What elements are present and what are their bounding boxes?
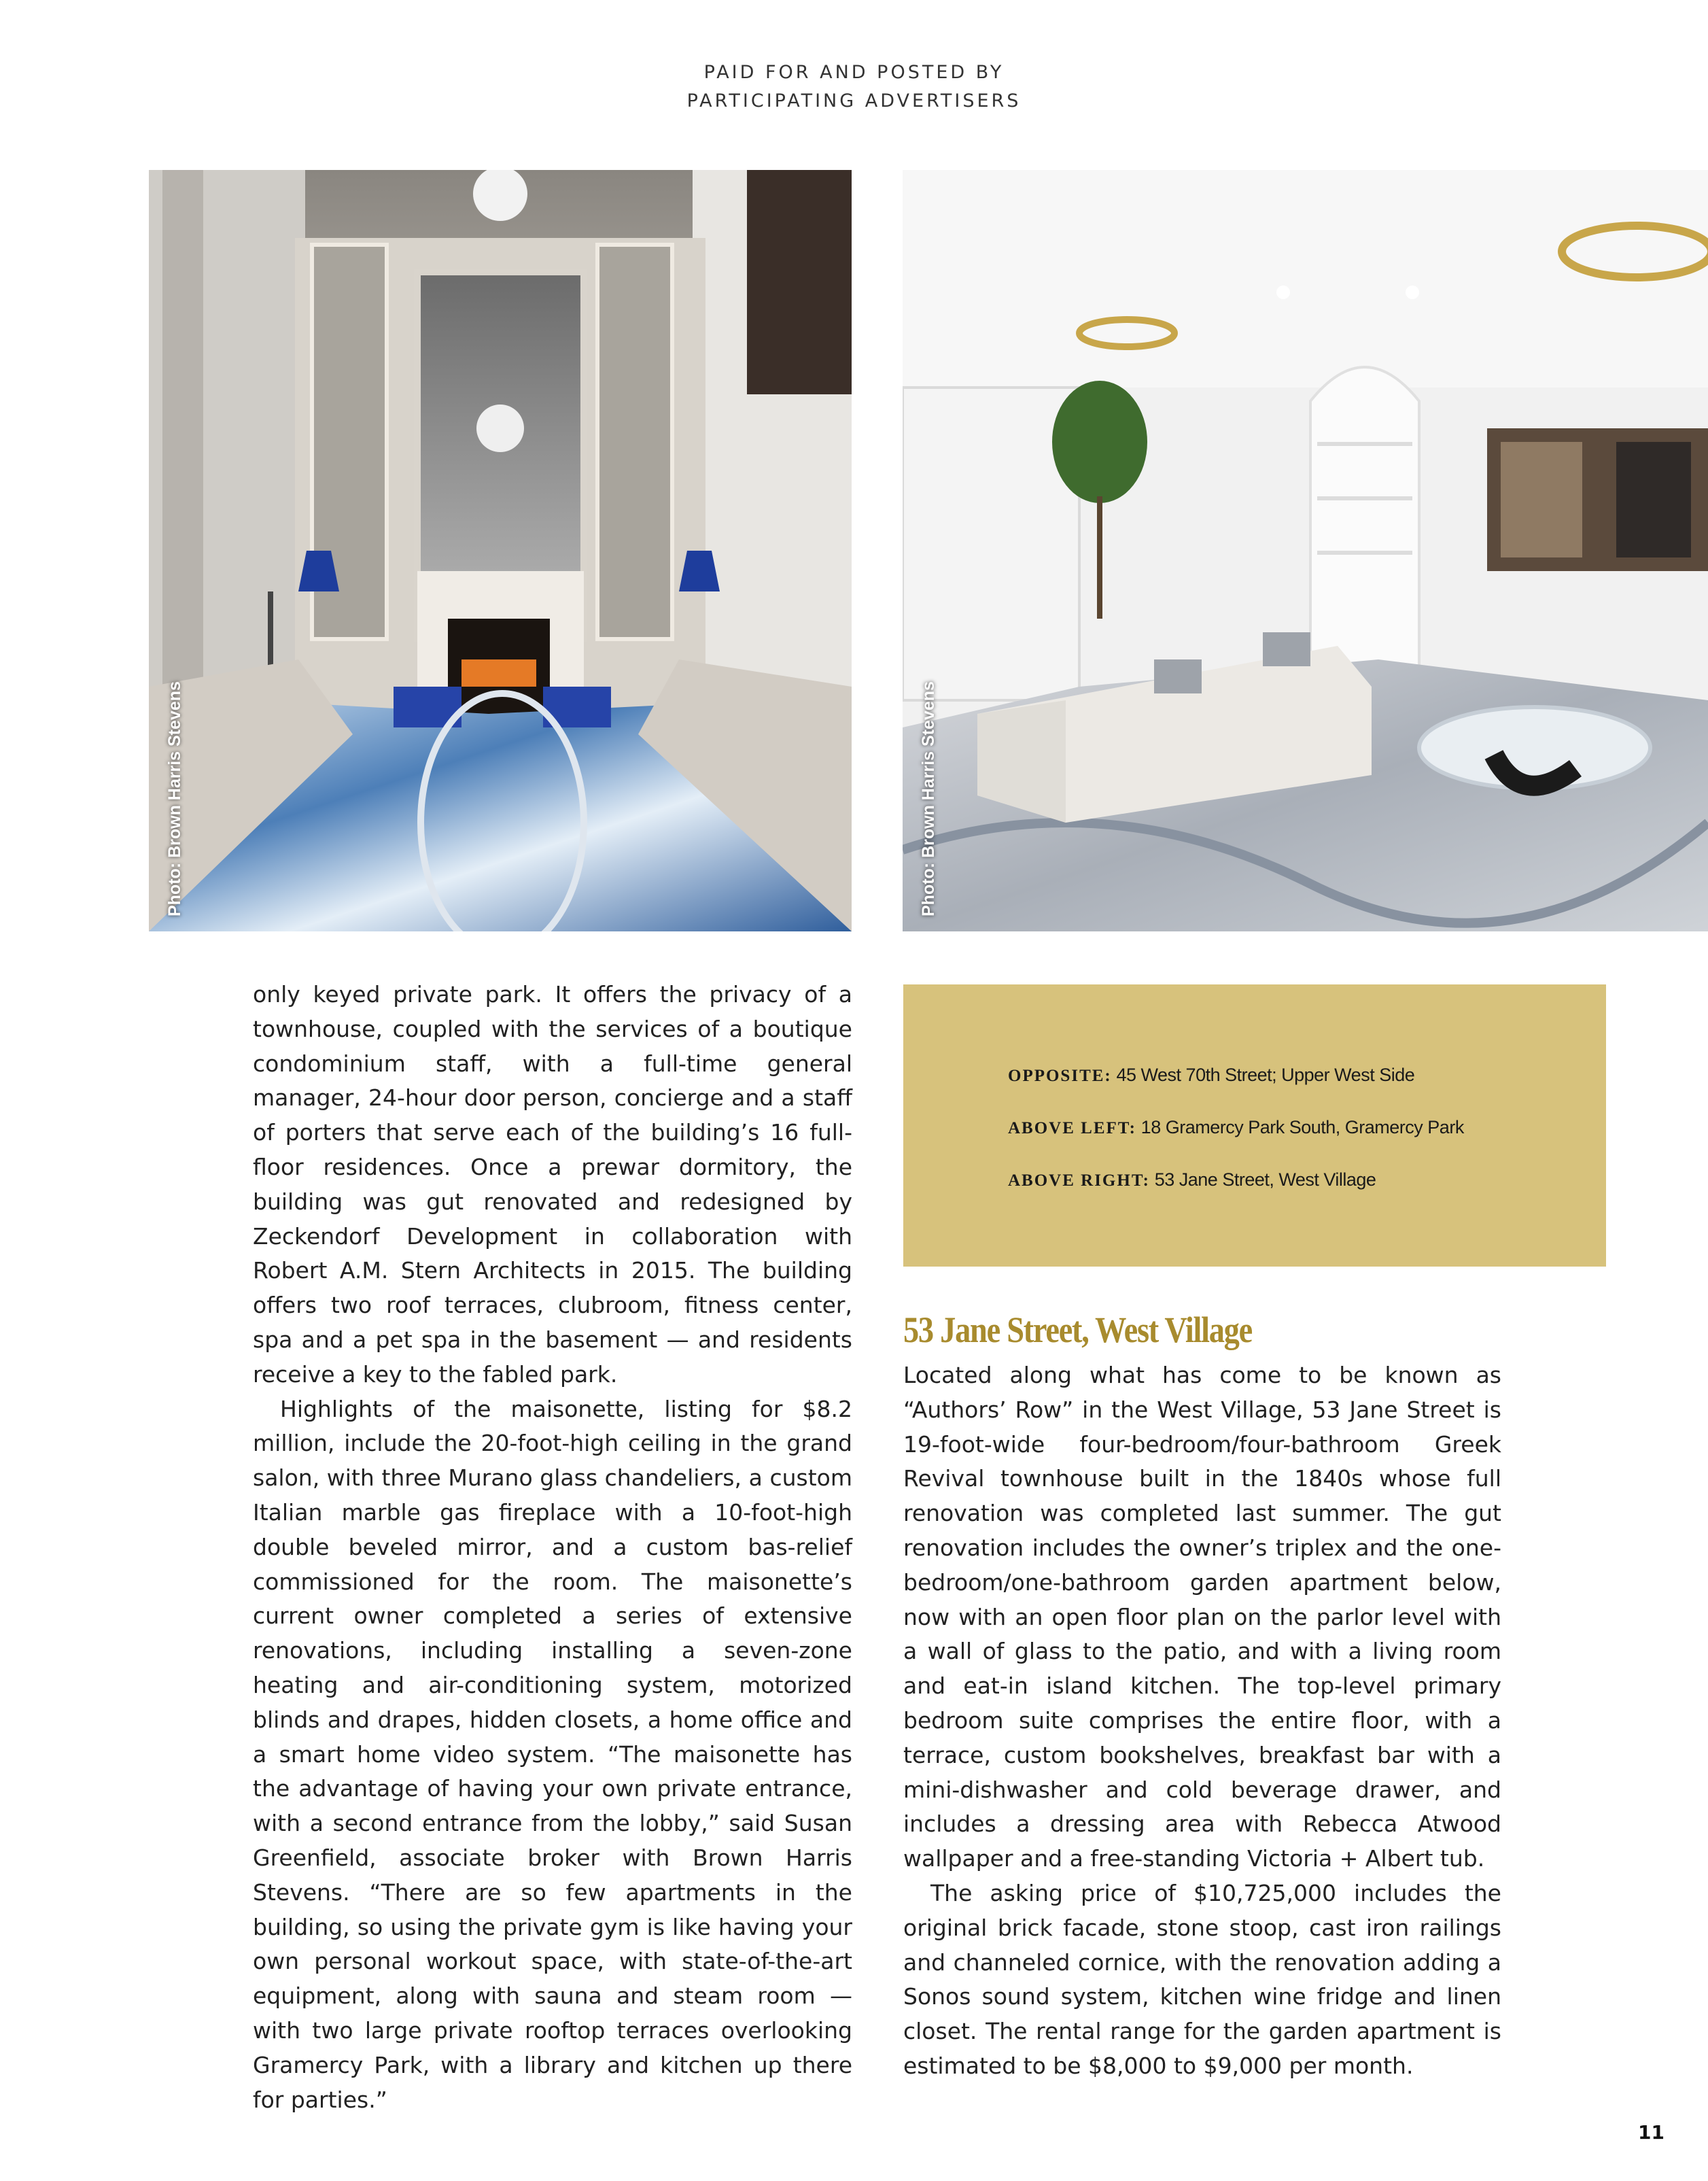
right-paragraph-1: Located along what has come to be known as “Authors’ Row” in the West Village, 53 Jane Street is 19-foot-wide four-bedroom/four-bathroom Greek Revival townhouse built in the 1840s whose full renovation was completed last summer. The gut renovation includes the owner’s triplex and the one-bedroom/one-bathroom garden apartment below, now with an open floor plan on the parlor level with a wall of glass to the patio, and with a living room and eat-in island kitchen. The top-level primary bedroom suite comprises the entire floor, with a terrace, custom bookshelves, breakfast bar with a mini-dishwasher and cold beverage drawer, and includes a dressing area with Rebecca Atwood wallpaper and a free-standing Victoria + Albert tub. (903, 1362, 1501, 1872)
caption-key: ABOVE LEFT: (1008, 1119, 1136, 1137)
living-room-illustration (903, 170, 1708, 931)
section-title: 53 Jane Street, West Village (903, 1309, 1252, 1350)
photo-grand-salon (149, 170, 852, 931)
photo-captions-box (903, 984, 1606, 1267)
photo-credit-right: Photo: Brown Harris Stevens (919, 681, 938, 916)
left-paragraph-1: only keyed private park. It offers the privacy of a townhouse, coupled with the services of a boutique condominium staff, with a full-time general manager, 24-hour door person, concierge and a staff of porters that serve each of the building’s 16 full-floor residences. Once a prewar dormitory, the building was gut renovated and redesigned by Zeckendorf Development in collaboration with Robert A.M. Stern Architects in 2015. The building offers two roof terraces, clubroom, fitness center, spa and a pet spa in the basement — and residents receive a key to the fabled park. (253, 981, 852, 1388)
caption-value: 18 Gramercy Park South, Gramercy Park (1140, 1117, 1464, 1137)
page-header (0, 58, 1708, 116)
left-paragraph-2: Highlights of the maisonette, listing for $8.2 million, include the 20-foot-high ceiling in the grand salon, with three Murano glass chandeliers, a custom Italian marble gas fireplace with a 10-foot-high double beveled mirror, and a custom bas-relief commissioned for the room. The maisonette’s current owner completed a series of extensive renovations, including installing a seven-zone heating and air-conditioning system, motorized blinds and drapes, hidden closets, a home office and a smart home video system. “The maisonette has the advantage of having your own private entrance, with a second entrance from the lobby,” said Susan Greenfield, associate broker with Brown Harris Stevens. “There are so few apartments in the building, so using the private gym is like having your own personal workout space, with state-of-the-art equipment, along with sauna and steam room — with two large private rooftop terraces overlooking Gramercy Park, with a library and kitchen up there for parties.” (253, 1395, 852, 2113)
caption-key: ABOVE RIGHT: (1008, 1171, 1150, 1190)
caption-key: OPPOSITE: (1008, 1067, 1112, 1085)
photo-credit-left: Photo: Brown Harris Stevens (165, 681, 184, 916)
caption-opposite (1008, 1065, 1414, 1086)
right-paragraph-2: The asking price of $10,725,000 includes the original brick facade, stone stoop, cast iron railings and channeled cornice, with the renovation adding a Sonos sound system, kitchen wine fridge and linen closet. The rental range for the garden apartment is estimated to be $8,000 to $9,000 per month. (903, 1879, 1501, 2079)
header-line-2: PARTICIPATING ADVERTISERS (686, 90, 1022, 111)
caption-above-left (1008, 1117, 1464, 1138)
caption-above-right (1008, 1169, 1376, 1190)
caption-value: 53 Jane Street, West Village (1154, 1169, 1376, 1190)
header-line-1: PAID FOR AND POSTED BY (703, 62, 1005, 83)
page-number: 11 (1638, 2121, 1665, 2144)
article-left-column (253, 978, 852, 2117)
article-right-column (903, 1358, 1501, 2084)
caption-value: 45 West 70th Street; Upper West Side (1116, 1065, 1415, 1085)
grand-salon-illustration (149, 170, 852, 931)
photo-living-room (903, 170, 1708, 931)
